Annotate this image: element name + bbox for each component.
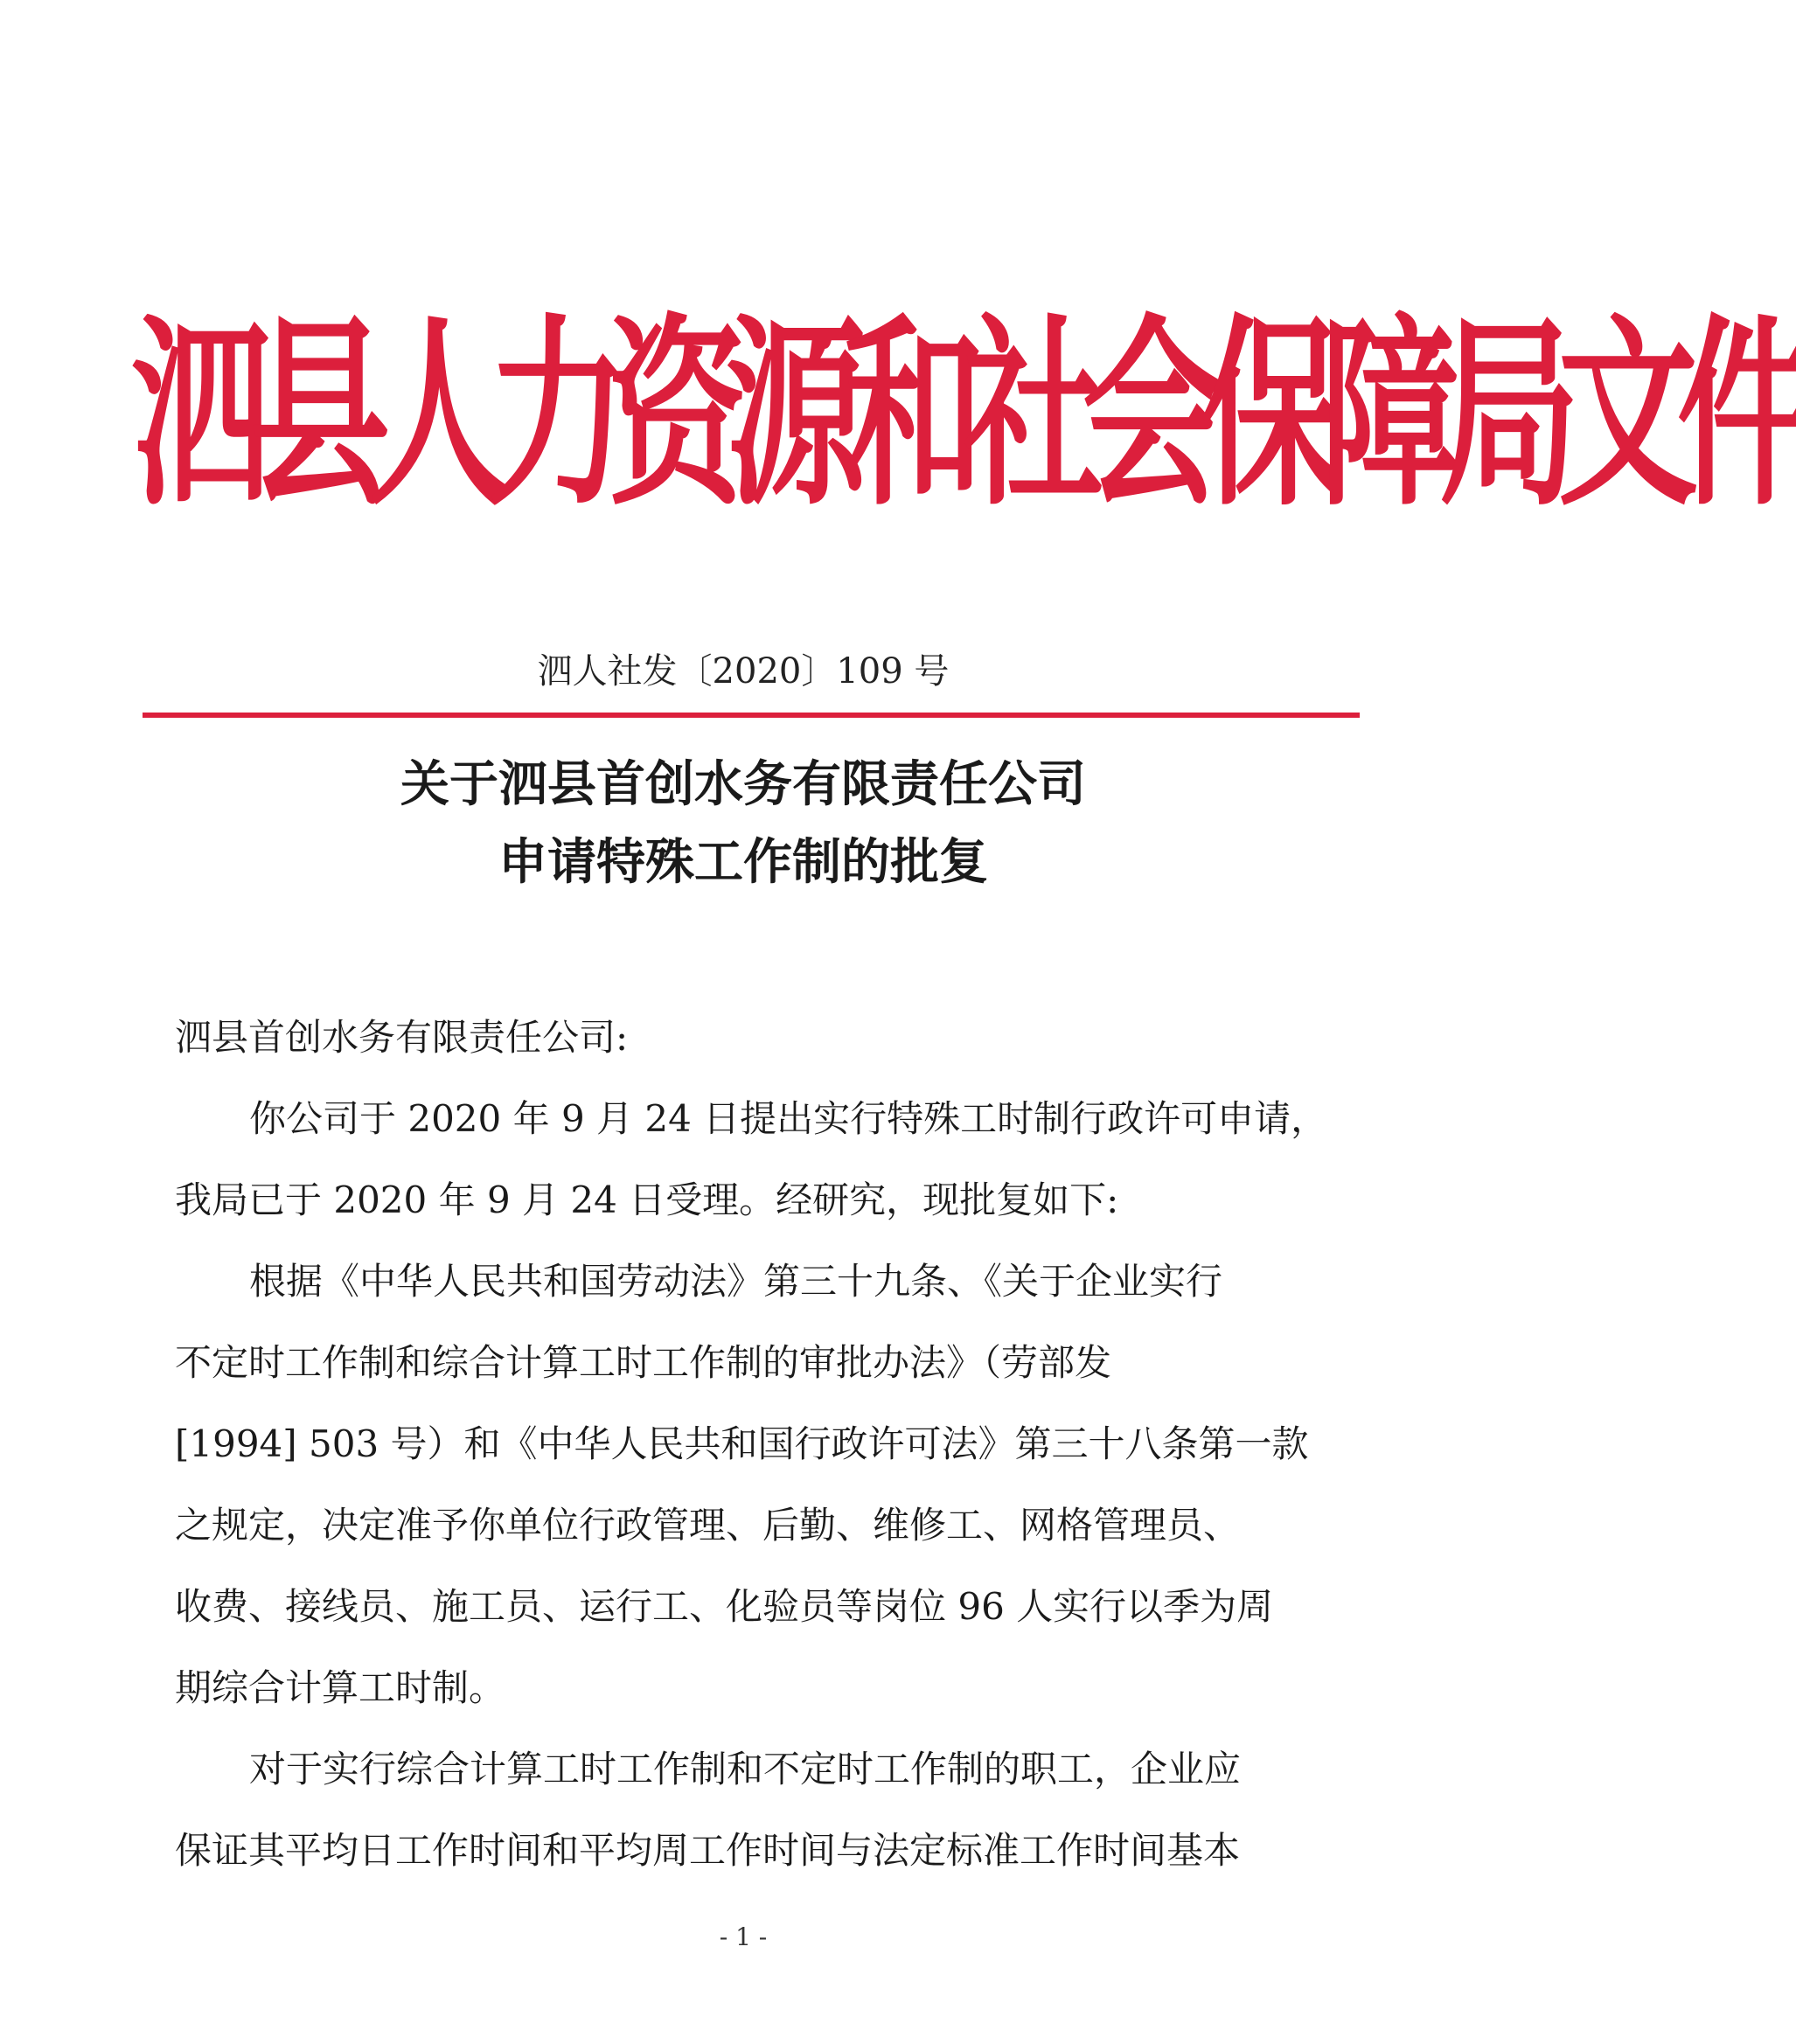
- body-line-3: 根据《中华人民共和国劳动法》第三十九条、《关于企业实行: [249, 1260, 1223, 1303]
- body-line-4: 不定时工作制和综合计算工时工作制的审批办法》（劳部发: [175, 1341, 1112, 1384]
- body-line-6: 之规定，决定准予你单位行政管理、后勤、维修工、网格管理员、: [175, 1504, 1241, 1547]
- red-divider: [143, 713, 1360, 718]
- document-number: 泗人社发〔2020〕109 号: [537, 651, 950, 692]
- addressee: 泗县首创水务有限责任公司:: [175, 1016, 629, 1059]
- masthead-title: 泗县人力资源和社会保障局文件: [131, 295, 1796, 533]
- body-line-8: 期综合计算工时制。: [175, 1666, 506, 1709]
- body-line-7: 收费、接线员、施工员、运行工、化验员等岗位 96 人实行以季为周: [175, 1585, 1274, 1628]
- body-line-1: 你公司于 2020 年 9 月 24 日提出实行特殊工时制行政许可申请，: [249, 1097, 1328, 1140]
- body-line-2: 我局已于 2020 年 9 月 24 日受理。经研究，现批复如下:: [175, 1178, 1119, 1221]
- document-title-line-2: 申请特殊工作制的批复: [498, 834, 988, 891]
- body-line-5: [1994] 503 号）和《中华人民共和国行政许可法》第三十八条第一款: [175, 1422, 1309, 1465]
- page-number: - 1 -: [719, 1922, 768, 1951]
- body-line-9: 对于实行综合计算工时工作制和不定时工作制的职工，企业应: [249, 1748, 1242, 1790]
- document-title-line-1: 关于泗县首创水务有限责任公司: [400, 756, 1086, 813]
- body-line-10: 保证其平均日工作时间和平均周工作时间与法定标准工作时间基本: [175, 1829, 1241, 1872]
